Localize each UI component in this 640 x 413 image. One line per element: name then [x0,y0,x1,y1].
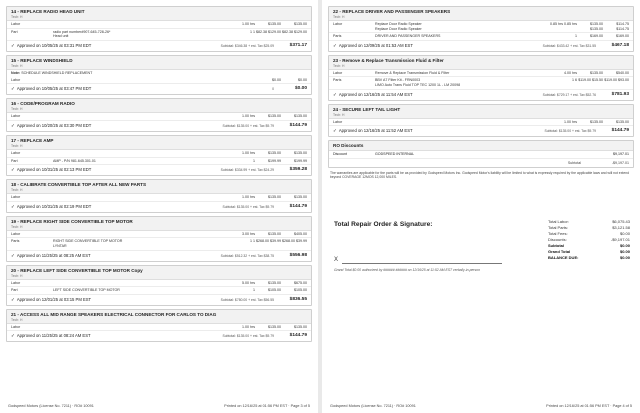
line-kind: Labor [333,119,343,124]
line-hours: 1.00 hrs [242,150,255,155]
line-hours: 3.00 hrs [242,231,255,236]
signature-x: X [334,257,339,264]
job-title: 21 - ACCESS ALL MID RANGE SPEAKERS ELECTRICAL CONNECTOR FOR CARLOS TO DIAG [11,311,217,317]
line-item [7,113,311,121]
line-hours: 1.00 hrs [242,114,255,119]
line-hours: 0.85 hrs 0.85 hrs [550,22,577,26]
check-icon: ✓ [11,252,15,258]
line-amount: $82.38 $129.00 [282,29,307,34]
line-amount: $0.00 [298,77,307,82]
line-desc: Replace Door Radio Speaker Replace Door Radio Speaker [375,22,422,31]
job-card [6,265,312,306]
approval-text: Approved on 10/31/25 at 02:19 PM EDT [16,203,92,209]
job-card [6,55,312,96]
discount-subtotal-label: Subtotal [567,160,581,165]
approval-text: Approved on 12/16/25 at 11:52 AM EST [338,128,413,134]
approval-row [7,165,311,175]
job-header [329,105,633,119]
line-kind: Labor [11,77,21,82]
approval-row [329,126,633,136]
job-tech: Tech: H [11,63,23,68]
approval-text: Approved on 12/01/25 at 03:15 PM EST [16,296,92,302]
job-note-label: Note: [11,70,21,75]
discount-subtotal-row [329,159,633,167]
totals-label: Total Fees: [548,231,568,237]
line-item [7,231,311,239]
total-signature-block [328,221,634,281]
job-subtotal: Subtotal: $135.00 + est. Tax $9.79 [222,334,274,339]
job-subtotal: Subtotal: $135.00 + est. Tax $9.79 [544,129,596,134]
line-kind: Parts [11,239,20,244]
job-title: 18 - CALIBRATE CONVERTIBLE TOP AFTER ALL NEW PARTS [11,182,147,188]
line-amount: $135.00 [294,324,307,329]
job-card [6,98,312,132]
line-item [329,77,633,89]
totals-value: -$9,197.01 [610,237,630,243]
line-desc: DRIVER AND PASSENGER SPEAKERS [375,34,441,39]
totals-value: $0.00 [619,249,630,255]
job-total: $467.18 [611,42,629,48]
job-card [6,216,312,262]
line-rate: $135.00 [268,231,281,236]
job-title: 20 - REPLACE LEFT SIDE CONVERTIBLE TOP MOTOR Copy [11,267,143,273]
check-icon: ✓ [11,42,15,48]
totals-value: $3,121.58 [612,225,630,231]
job-header [329,7,633,21]
job-card [328,55,634,101]
line-desc: RIGHT SIDE CONVERTIBLE TOP MOTOR LYNTAR [53,239,123,248]
job-total: $0.00 [294,86,307,92]
totals-table [548,219,630,261]
line-kind: Parts [333,78,342,83]
job-header [7,7,311,21]
discount-subtotal: -$9,197.01 [611,160,629,165]
line-kind: Labor [333,22,343,26]
line-rate: $135.00 [268,280,281,285]
discounts-header [329,141,633,151]
approval-text: Approved on 12/16/25 at 11:54 AM EST [338,91,413,97]
line-hours: 1.00 hrs [564,119,577,124]
line-kind: Part [11,29,18,34]
line-item [7,324,311,332]
line-amount: $114.75 $114.75 [616,22,629,31]
line-kind: Part [11,158,18,163]
line-amount: $119.00 $93.00 [604,78,629,83]
approval-row [7,251,311,261]
job-total: $781.93 [611,91,629,97]
discount-line [329,151,633,159]
line-item [7,280,311,288]
totals-label: Grand Total [548,249,571,255]
line-amount: $135.00 [294,150,307,155]
line-item [7,238,311,250]
job-title: 14 - REPLACE RADIO HEAD UNIT [11,9,85,14]
job-subtotal: Subtotal: $729.17 + est. Tax $52.76 [542,92,596,97]
job-header [7,136,311,150]
job-tech: Tech: H [11,224,23,229]
line-item [7,194,311,202]
line-desc: Remove & Replace Transmission Fluid & Filter [375,70,450,75]
signature-note: Grand Total $0.00 authorized by ###### ###### on 12/16/25 at 11:52 AM EST verbally-in-person [334,268,480,273]
job-tech: Tech: H [333,112,345,117]
job-tech: Tech: H [11,317,23,322]
line-amount: $405.00 [294,231,307,236]
job-header [7,56,311,70]
job-note [7,70,311,77]
line-kind: Labor [11,114,21,119]
job-title: 19 - REPLACE RIGHT SIDE CONVERTIBLE TOP MOTOR [11,218,133,224]
discount-amount: $9,197.01 [613,152,629,157]
line-hours: 1.00 hrs [242,22,255,26]
line-rate: $135.00 $135.00 [590,22,603,31]
job-title: 17 - REPLACE AMP [11,137,54,143]
line-item [7,158,311,166]
line-amount: $135.00 [294,114,307,119]
job-total: $144.79 [289,203,307,209]
totals-value: $0.00 [619,255,630,261]
line-amount: $105.00 [294,288,307,293]
line-rate: $169.00 [590,34,603,39]
page-4-footer [330,404,632,408]
job-title: 22 - REPLACE DRIVER AND PASSENGER SPEAKERS [333,9,451,14]
approval-text: Approved on 10/05/25 at 03:31 PM EDT [16,42,92,48]
line-kind: Labor [11,22,21,26]
line-hours: 1 6 [572,78,577,83]
job-tech: Tech: H [11,15,23,19]
line-kind: Labor [11,231,21,236]
line-item [329,70,633,78]
approval-row [329,90,633,100]
job-header [7,180,311,194]
job-total: $836.55 [289,296,307,302]
approval-text: Approved on 11/25/25 at 08:24 AM EST [16,333,91,339]
line-amount: $540.00 [616,70,629,75]
approval-text: Approved on 10/20/25 at 03:30 PM EDT [16,122,92,128]
line-rate: $135.00 [590,119,603,124]
total-title: Total Repair Order & Signature: [334,221,433,229]
job-card [328,104,634,138]
line-amount: $199.99 [294,158,307,163]
check-icon: ✓ [11,86,15,92]
job-subtotal: Subtotal: $346.38 + est. Tax $25.09 [220,43,274,48]
line-kind: Labor [333,70,343,75]
line-hours: 1.00 hrs [242,195,255,200]
job-total: $359.28 [289,167,307,173]
check-icon: ✓ [11,203,15,209]
job-header [329,56,633,70]
discount-kind: Discount [333,152,347,157]
line-desc: LEFT SIDE CONVERTIBLE TOP MOTOR [53,288,120,293]
line-kind: Parts [333,34,342,39]
line-item [7,77,311,85]
footer-license: Godspeed Motors (License No. 7211) · RO# 10091 [330,404,416,408]
check-icon: ✓ [11,122,15,128]
line-item [329,119,633,127]
job-header [7,99,311,113]
check-icon: ✓ [11,167,15,173]
line-item [7,150,311,158]
line-rate: $119.00 $15.50 [578,78,603,83]
line-hours: 1 1 [250,29,255,34]
page-3 [0,0,318,413]
job-title: 16 - CODE/PROGRAM RADIO [11,101,75,107]
job-subtotal: Subtotal: $780.00 + est. Tax $56.55 [220,297,274,302]
line-amount: $135.00 [294,195,307,200]
signature-line [342,263,502,264]
line-amount: $135.00 [616,119,629,124]
discounts-section [328,140,634,168]
left-page-content [6,6,312,397]
warranty-disclaimer: The warranties are applicable for the parts will be as provided by Godspeed Motors Inc. Godspeed Motor's liability will be limited to what is expressly required by the applicable laws and will not extend beyond COVERAGE 12MOS 12,000 MILES. [330,170,629,180]
approval-text: Approved on 10/05/25 at 03:47 PM EDT [16,86,92,92]
totals-label: BALANCE DUE: [548,255,579,261]
line-amount: $169.00 [616,34,629,39]
line-rate: $199.99 [268,158,281,163]
totals-value: $0.00 [619,243,630,249]
discount-desc: GODSPEED INTERNAL [375,152,415,157]
job-header [7,217,311,231]
job-tech: Tech: H [11,107,23,112]
line-rate: $135.00 [268,195,281,200]
line-kind: Labor [11,150,21,155]
totals-value: $6,075.43 [612,219,630,225]
totals-label: Total Parts: [548,225,569,231]
approval-row [329,41,633,51]
job-subtotal: Subtotal: $135.00 + est. Tax $9.79 [222,123,274,128]
job-note-text: SCHEDULE WINDSHIELD REPLACEMENT [21,70,93,75]
line-item [7,29,311,41]
line-hours: 1 [253,288,255,293]
check-icon: ✓ [11,333,15,339]
job-card [6,135,312,176]
line-kind: Labor [11,324,21,329]
line-hours: 1 [575,34,577,39]
job-title: 23 - Remove & Replace Transmission Fluid & Filter [333,57,444,63]
job-subtotal: Subtotal: $135.00 + est. Tax $9.79 [222,204,274,209]
page-3-footer [8,404,310,408]
line-hours: 1.00 hrs [242,324,255,329]
job-subtotal: Subtotal: $512.32 + est. Tax $38.75 [220,253,274,258]
line-kind: Labor [11,280,21,285]
check-icon: ✓ [11,296,15,302]
line-rate: $268.00 $39.99 [256,239,281,244]
job-total: $144.79 [611,128,629,134]
line-rate: $105.00 [268,288,281,293]
line-desc: radio part number#907-645-728-26* Head unit [53,29,111,39]
totals-label: Total Labor: [548,219,569,225]
line-item [7,287,311,295]
line-amount: $268.00 $39.99 [282,239,307,244]
job-subtotal: Subtotal: $433.42 + est. Tax $31.55 [542,43,596,48]
line-rate: $82.38 $129.00 [256,29,281,34]
line-hours: 4.00 hrs [564,70,577,75]
right-job-list [328,6,634,137]
line-amount: $135.00 [294,22,307,26]
job-tech: Tech: H [11,143,23,148]
job-tech: Tech: H [333,63,345,68]
job-total: $556.98 [289,252,307,258]
line-rate: $135.00 [590,70,603,75]
line-rate: $135.00 [268,150,281,155]
line-item [7,21,311,29]
job-header [7,310,311,324]
line-rate: $135.00 [268,324,281,329]
discounts-title: RO Discounts [333,143,364,149]
totals-label: Subtotal [548,243,564,249]
line-desc: BBV A7 Filter Kit - FRN0003 LIMO Auto Trans Fluid TOP TEC 1200 1L - LM 20098 [375,78,461,87]
line-desc: AMP - P/N 981.645.301.01 [53,158,96,163]
job-card [6,6,312,52]
totals-row [548,255,630,261]
job-tech: Tech: H [11,273,23,278]
line-rate: $135.00 [268,114,281,119]
job-header [7,266,311,280]
job-title: 24 - SECURE LEFT TAIL LIGHT [333,106,401,112]
check-icon: ✓ [333,42,337,48]
job-card [6,179,312,213]
approval-row [7,121,311,131]
line-hours: 1 1 [250,239,255,244]
job-subtotal: Subtotal: $334.99 + est. Tax $24.29 [220,168,274,173]
job-total: $144.79 [289,122,307,128]
approval-text: Approved on 12/09/25 at 01:53 AM EST [338,42,413,48]
totals-label: Discounts: [548,237,567,243]
job-title: 15 - REPLACE WINDSHIELD [11,57,73,63]
approval-row [7,202,311,212]
job-subtotal: 0 [272,87,274,92]
totals-value: $0.00 [619,231,630,237]
footer-license: Godspeed Motors (License No. 7211) · RO# 10091 [8,404,94,408]
page-4 [322,0,640,413]
approval-text: Approved on 10/31/25 at 02:13 PM EDT [16,167,92,173]
footer-printed: Printed on 12/16/25 at 01:56 PM EST · Page 3 of 5 [224,404,310,408]
job-total: $144.79 [289,333,307,339]
job-tech: Tech: H [333,15,345,19]
approval-row [7,331,311,341]
job-card [6,309,312,343]
line-item [329,21,633,33]
line-item [329,33,633,41]
line-rate: $135.00 [268,22,281,26]
approval-text: Approved on 11/25/25 at 08:25 AM EST [16,252,91,258]
job-card [328,6,634,52]
check-icon: ✓ [333,91,337,97]
job-total: $371.17 [289,42,307,48]
job-tech: Tech: H [11,188,23,193]
line-kind: Part [11,288,18,293]
line-kind: Labor [11,195,21,200]
check-icon: ✓ [333,128,337,134]
approval-row [7,295,311,305]
line-hours: 5.00 hrs [242,280,255,285]
approval-row [7,41,311,51]
right-page-content [328,6,634,397]
line-rate: $0.00 [272,77,281,82]
footer-printed: Printed on 12/16/25 at 01:56 PM EST · Page 4 of 5 [546,404,632,408]
approval-row [7,84,311,94]
line-hours: 1 [253,158,255,163]
line-amount: $675.00 [294,280,307,285]
